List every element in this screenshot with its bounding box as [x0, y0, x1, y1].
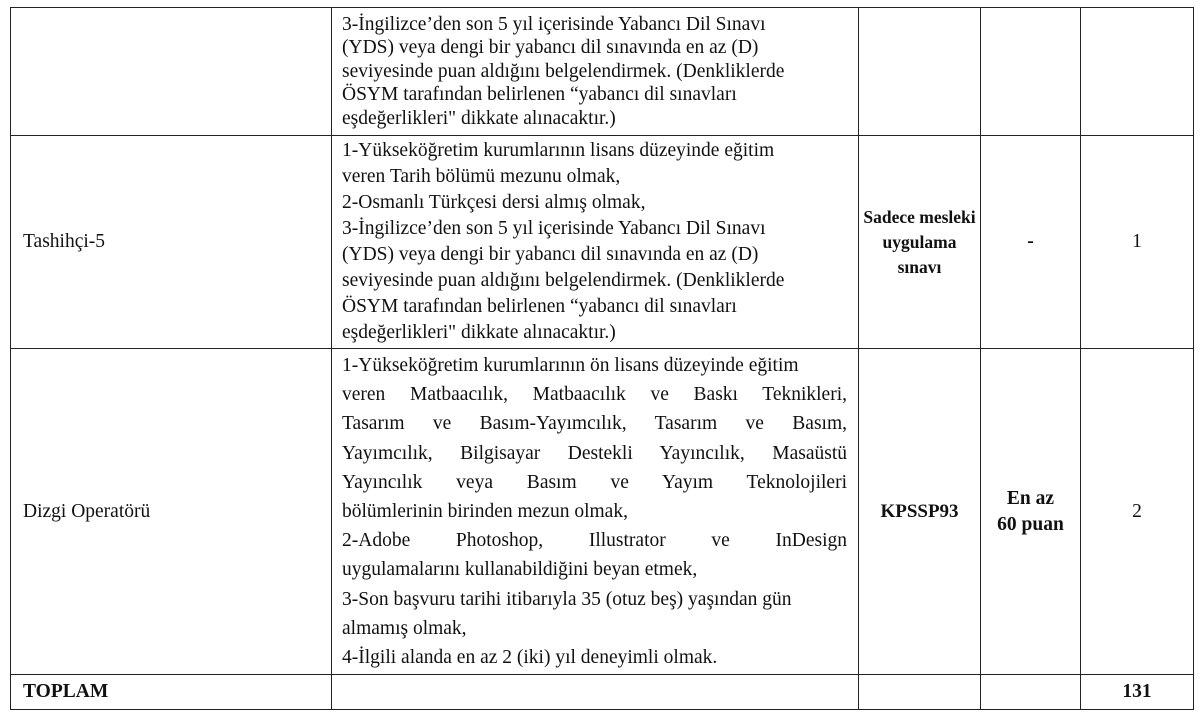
min-score-cell: En az 60 puan	[981, 349, 1081, 675]
table-row	[11, 8, 1194, 136]
requirement-line: 4-İlgili alanda en az 2 (iki) yıl deneyimli olmak.	[342, 647, 718, 669]
requirements-cell	[332, 349, 859, 675]
requirement-line: almamış olmak,	[342, 617, 467, 639]
requirement-line: Tasarım ve Basım-Yayımcılık, Tasarım ve Basım,	[342, 413, 847, 435]
total-row	[11, 675, 1194, 710]
count-cell: 2	[1081, 349, 1194, 675]
requirement-line: 3-Son başvuru tarihi itibarıyla 35 (otuz beş) yaşından gün	[342, 588, 792, 610]
requirement-line: ÖSYM tarafından belirlenen “yabancı dil sınavları	[342, 296, 737, 317]
requirement-line: 2-Adobe Photoshop, Illustrator ve InDesign	[342, 530, 847, 552]
requirement-line: seviyesinde puan aldığını belgelendirmek. (Denkliklerde	[342, 60, 785, 82]
table-row	[11, 136, 1194, 349]
positions-table	[10, 7, 1194, 710]
requirement-line: (YDS) veya dengi bir yabancı dil sınavında en az (D)	[342, 244, 759, 265]
requirement-line: seviyesinde puan aldığını belgelendirmek. (Denkliklerde	[342, 270, 785, 291]
requirement-line: bölümlerinin birinden mezun olmak,	[342, 501, 628, 523]
total-empty-cell	[859, 675, 981, 710]
total-empty-cell	[332, 675, 859, 710]
requirement-line: eşdeğerlikleri" dikkate alınacaktır.)	[342, 107, 616, 129]
requirements-cell	[332, 8, 859, 136]
requirement-line: Yayımcılık, Bilgisayar Destekli Yayıncılık, Masaüstü	[342, 442, 847, 464]
exam-cell: Sadece mesleki uygulama sınavı	[859, 136, 981, 349]
table-row	[11, 349, 1194, 675]
position-cell	[11, 8, 332, 136]
min-score-cell	[981, 8, 1081, 136]
requirement-line: 2-Osmanlı Türkçesi dersi almış olmak,	[342, 192, 646, 213]
requirement-line: 1-Yükseköğretim kurumlarının lisans düzeyinde eğitim	[342, 140, 775, 161]
total-value: 131	[1081, 675, 1194, 710]
requirement-line: 1-Yükseköğretim kurumlarının ön lisans düzeyinde eğitim	[342, 355, 799, 376]
position-cell: Dizgi Operatörü	[11, 349, 332, 675]
requirement-line: veren Tarih bölümü mezunu olmak,	[342, 166, 621, 187]
requirement-line: eşdeğerlikleri" dikkate alınacaktır.)	[342, 322, 616, 343]
requirement-line: 3-İngilizce’den son 5 yıl içerisinde Yabancı Dil Sınavı	[342, 218, 766, 239]
min-score-cell: -	[981, 136, 1081, 349]
exam-cell: KPSSP93	[859, 349, 981, 675]
position-cell: Tashihçi-5	[11, 136, 332, 349]
requirement-line: veren Matbaacılık, Matbaacılık ve Baskı Teknikleri,	[342, 384, 847, 406]
document-table-wrapper	[10, 7, 1194, 710]
requirement-line: uygulamalarını kullanabildiğini beyan etmek,	[342, 559, 698, 581]
total-empty-cell	[981, 675, 1081, 710]
exam-cell	[859, 8, 981, 136]
count-cell: 1	[1081, 136, 1194, 349]
count-cell	[1081, 8, 1194, 136]
requirement-line: Yayıncılık veya Basım ve Yayım Teknolojileri	[342, 471, 847, 493]
requirement-line: 3-İngilizce’den son 5 yıl içerisinde Yabancı Dil Sınavı	[342, 13, 766, 35]
requirement-line: (YDS) veya dengi bir yabancı dil sınavında en az (D)	[342, 37, 759, 59]
requirements-cell	[332, 136, 859, 349]
requirement-line: ÖSYM tarafından belirlenen “yabancı dil sınavları	[342, 84, 737, 106]
total-label: TOPLAM	[11, 675, 332, 710]
